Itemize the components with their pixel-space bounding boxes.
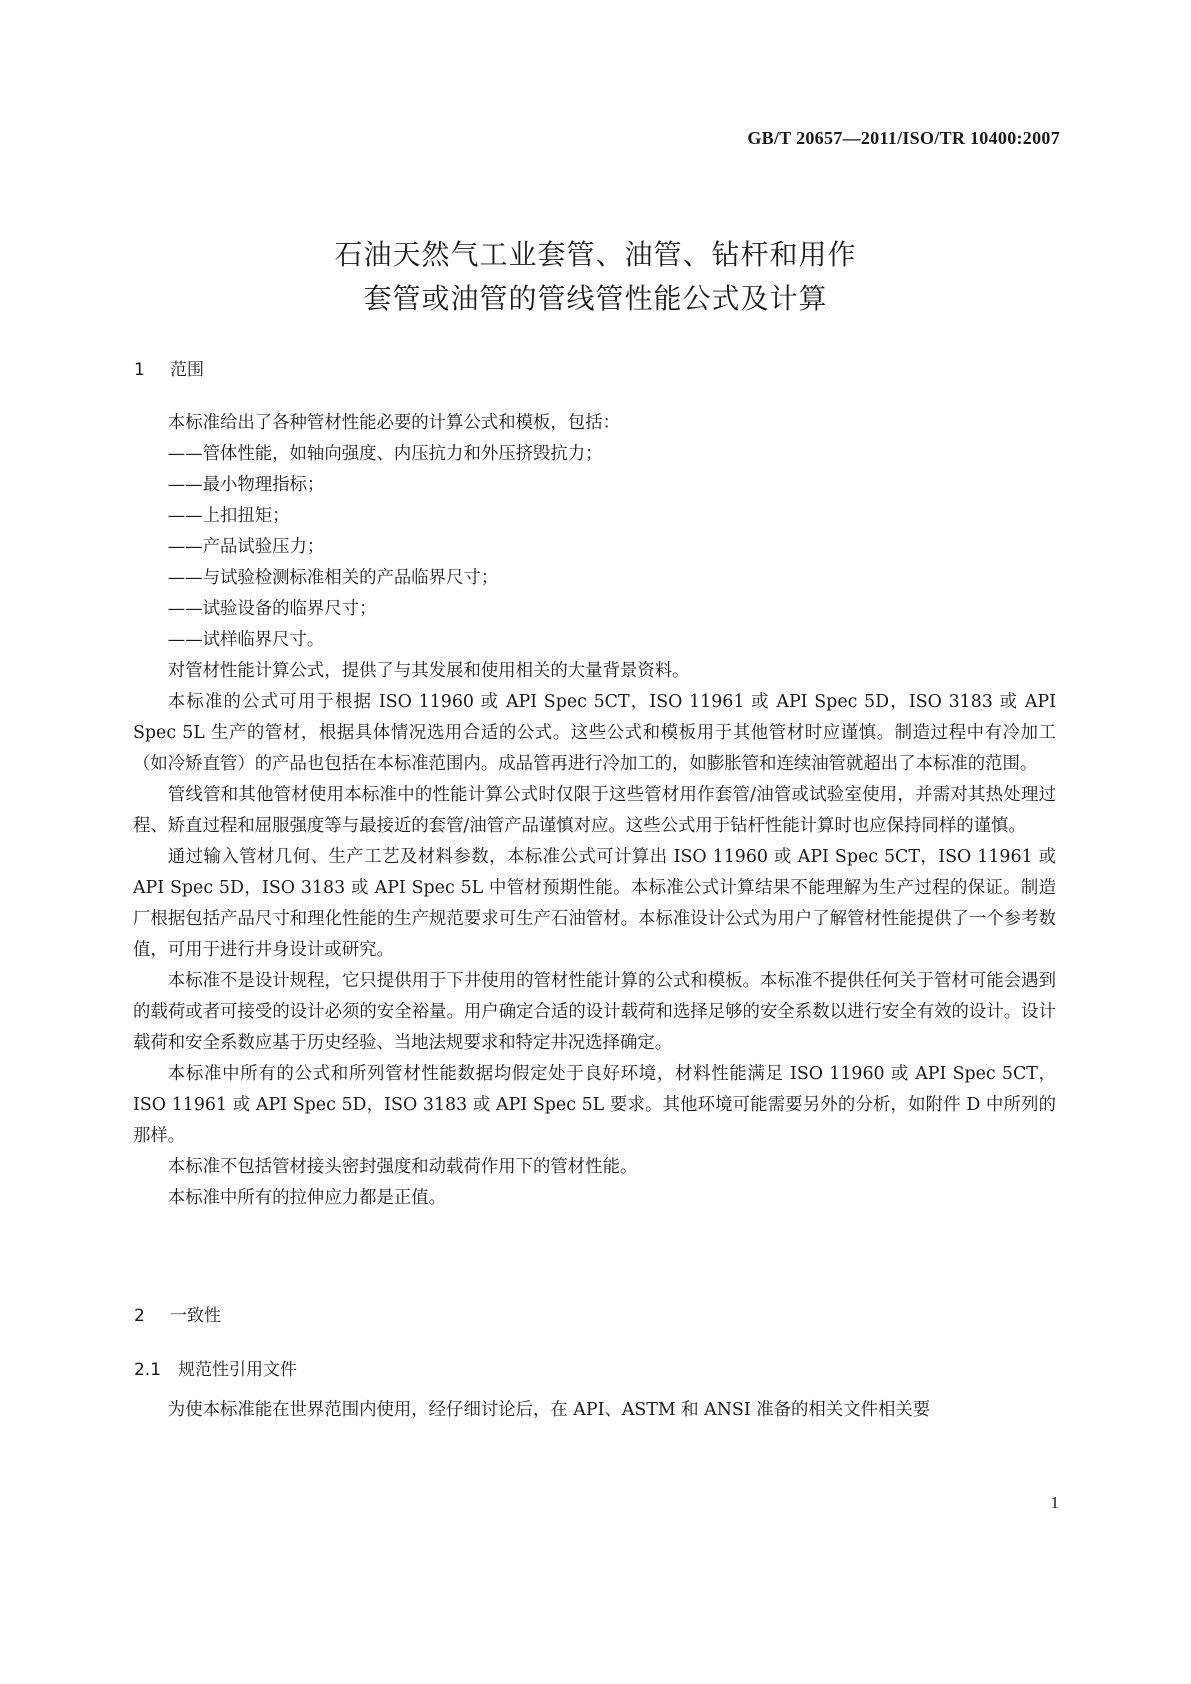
section-1-intro: 本标准给出了各种管材性能必要的计算公式和模板，包括：: [167, 413, 620, 433]
section-1-heading: [134, 355, 204, 380]
section-number: 2.1: [134, 1360, 162, 1380]
section-number: 2: [134, 1306, 145, 1326]
section-title: 规范性引用文件: [178, 1360, 297, 1380]
paragraph: 本标准中所有的拉伸应力都是正值。: [167, 1188, 447, 1208]
standard-number: GB/T 20657—2011/ISO/TR 10400:2007: [747, 128, 1060, 148]
section-title: 范围: [170, 360, 204, 380]
section-1-body: [133, 408, 1056, 1214]
paragraph: 本标准中所有的公式和所列管材性能数据均假定处于良好环境，材料性能满足 ISO 11960 或 API Spec 5CT，ISO 11961 或 API Spec 5D，ISO 3183 或 API Spec 5L 要求。其他环境可能需要另外的分析，如附件 D 中所列的那样。: [133, 1064, 1056, 1146]
section-title: 一致性: [170, 1306, 221, 1326]
section-2-1-heading: [134, 1355, 297, 1380]
document-title-line-1: 石油天然气工业套管、油管、钻杆和用作: [334, 238, 857, 271]
section-2-1-body: [133, 1395, 1056, 1426]
list-item: ——产品试验压力；: [167, 537, 325, 557]
section-number: 1: [134, 360, 145, 380]
page-number: 1: [1050, 1493, 1059, 1512]
paragraph: 本标准不包括管材接头密封强度和动载荷作用下的管材性能。: [167, 1157, 638, 1177]
list-item: ——上扣扭矩；: [167, 506, 290, 526]
paragraph: 本标准不是设计规程，它只提供用于下井使用的管材性能计算的公式和模板。本标准不提供任何关于管材可能会遇到的载荷或者可接受的设计必须的安全裕量。用户确定合适的设计载荷和选择足够的安全系数以进行安全有效的设计。设计载荷和安全系数应基于历史经验、当地法规要求和特定井况选择确定。: [133, 971, 1056, 1053]
document-title-line-2: 套管或油管的管线管性能公式及计算: [363, 282, 828, 315]
list-item: ——试样临界尺寸。: [167, 630, 325, 650]
document-title: [0, 233, 1191, 321]
list-item: ——最小物理指标；: [167, 475, 325, 495]
paragraph: 本标准的公式可用于根据 ISO 11960 或 API Spec 5CT，ISO 11961 或 API Spec 5D，ISO 3183 或 API Spec 5L 生产的管材，根据具体情况选用合适的公式。这些公式和模板用于其他管材时应谨慎。制造过程中有冷加工（如冷矫直管）的产品也包括在本标准范围内。成品管再进行冷加工的，如膨胀管和连续油管就超出了本标准的范围。: [133, 692, 1056, 774]
list-item: ——管体性能，如轴向强度、内压抗力和外压挤毁抗力；: [167, 444, 603, 464]
paragraph: 管线管和其他管材使用本标准中的性能计算公式时仅限于这些管材用作套管/油管或试验室使用，并需对其热处理过程、矫直过程和屈服强度等与最接近的套管/油管产品谨慎对应。这些公式用于钻杆性能计算时也应保持同样的谨慎。: [133, 785, 1056, 836]
paragraph: 对管材性能计算公式，提供了与其发展和使用相关的大量背景资料。: [167, 661, 690, 681]
paragraph: 通过输入管材几何、生产工艺及材料参数，本标准公式可计算出 ISO 11960 或 API Spec 5CT，ISO 11961 或 API Spec 5D，ISO 3183 或 API Spec 5L 中管材预期性能。本标准公式计算结果不能理解为生产过程的保证。制造厂根据包括产品尺寸和理化性能的生产规范要求可生产石油管材。本标准设计公式为用户了解管材性能提供了一个参考数值，可用于进行井身设计或研究。: [133, 847, 1056, 960]
paragraph: 为使本标准能在世界范围内使用，经仔细讨论后，在 API、ASTM 和 ANSI 准备的相关文件相关要: [167, 1400, 931, 1420]
list-item: ——试验设备的临界尺寸；: [167, 599, 377, 619]
section-2-heading: [134, 1301, 221, 1326]
list-item: ——与试验检测标准相关的产品临界尺寸；: [167, 568, 499, 588]
